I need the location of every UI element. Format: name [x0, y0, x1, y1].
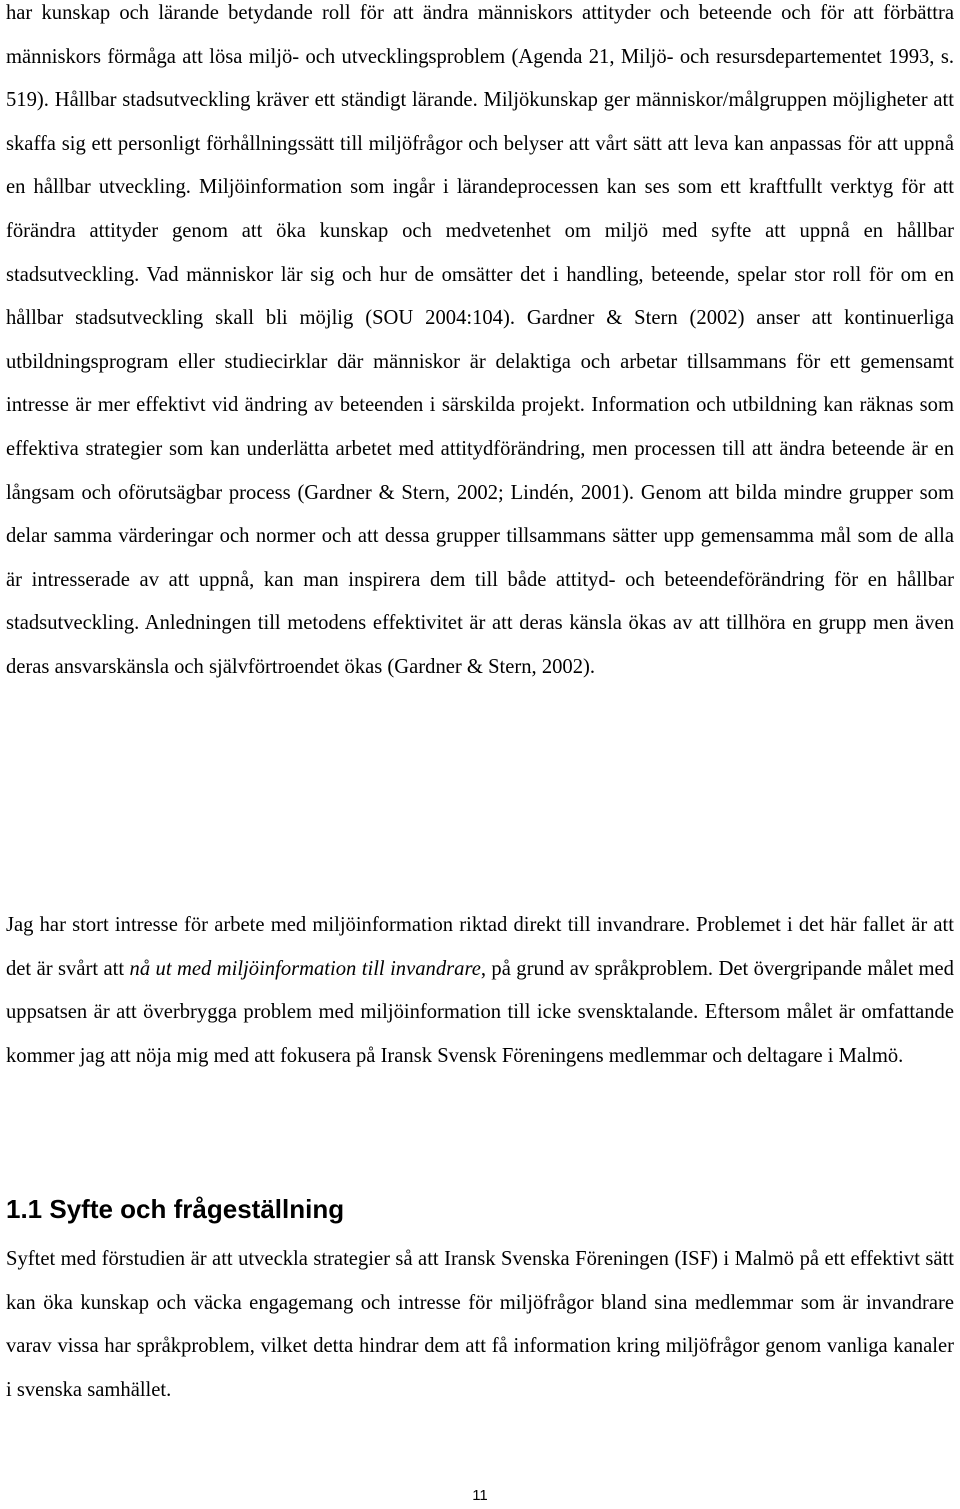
body-paragraph-3: Syftet med förstudien är att utveckla strategier så att Iransk Svenska Föreningen (ISF) i Malmö på ett effektivt sätt kan öka kunskap och väcka engagemang och intresse för miljöfrågor bland sina medlemmar som är invandrare varav vissa har språkproblem, vilket detta hindrar dem att få information kring miljöfrågor genom vanliga kanaler i svenska samhället.	[6, 1248, 954, 1401]
body-paragraph-2	[6, 904, 954, 1078]
paragraph-2-text-start: Jag har stort intresse för arbete med miljöinformation riktad direkt till invandrare. Problemet i det här fallet är att det är svårt att	[6, 914, 954, 980]
paragraph-2-text-end: , på grund av språkproblem. Det övergripande målet med uppsatsen är att överbrygga problem med miljöinformation till icke svensktalande. Eftersom målet är omfattande kommer jag att nöja mig med att fokusera på Iransk Svensk Föreningens medlemmar och deltagare i Malmö.	[6, 957, 954, 1067]
body-paragraph-1: har kunskap och lärande betydande roll för att ändra människors attityder och beteende och för att förbättra människors förmåga att lösa miljö- och utvecklingsproblem (Agenda 21, Miljö- och resursdepartementet 1993, s. 519). Hållbar stadsutveckling kräver ett ständigt lärande. Miljökunskap ger människor/målgruppen möjligheter att skaffa sig ett personligt förhållningssätt till miljöfrågor och belyser att vårt sätt att leva kan anpassas för att uppnå en hållbar utveckling. Miljöinformation som ingår i lärandeprocessen kan ses som ett kraftfullt verktyg för att förändra attityder genom att öka kunskap och medvetenhet om miljö med syfte att uppnå en hållbar stadsutveckling. Vad människor lär sig och hur de omsätter det i handling, beteende, spelar stor roll för om en hållbar stadsutveckling skall bli möjlig (SOU 2004:104). Gardner & Stern (2002) anser att kontinuerliga utbildningsprogram eller studiecirklar där människor är delaktiga och arbetar tillsammans för ett gemensamt intresse är mer effektivt vid ändring av beteenden i särskilda projekt. Information och utbildning kan räknas som effektiva strategier som kan underlätta arbetet med attitydförändring, men processen till att ändra beteende är en långsam och oförutsägbar process (Gardner & Stern, 2002; Lindén, 2001). Genom att bilda mindre grupper som delar samma värderingar och normer och att dessa grupper tillsammans sätter upp gemensamma mål som de alla är intresserade av att uppnå, kan man inspirera dem till både attityd- och beteendeförändring för en hållbar stadsutveckling. Anledningen till metodens effektivitet är att deras känsla ökas av att tillhöra en grupp men även deras ansvarskänsla och självförtroendet ökas (Gardner & Stern, 2002).	[6, 2, 954, 678]
paragraph-2-emphasis: nå ut med miljöinformation till invandrare	[129, 957, 481, 980]
page-number: 11	[472, 1487, 488, 1504]
section-heading: 1.1 Syfte och frågeställning	[6, 1194, 345, 1224]
